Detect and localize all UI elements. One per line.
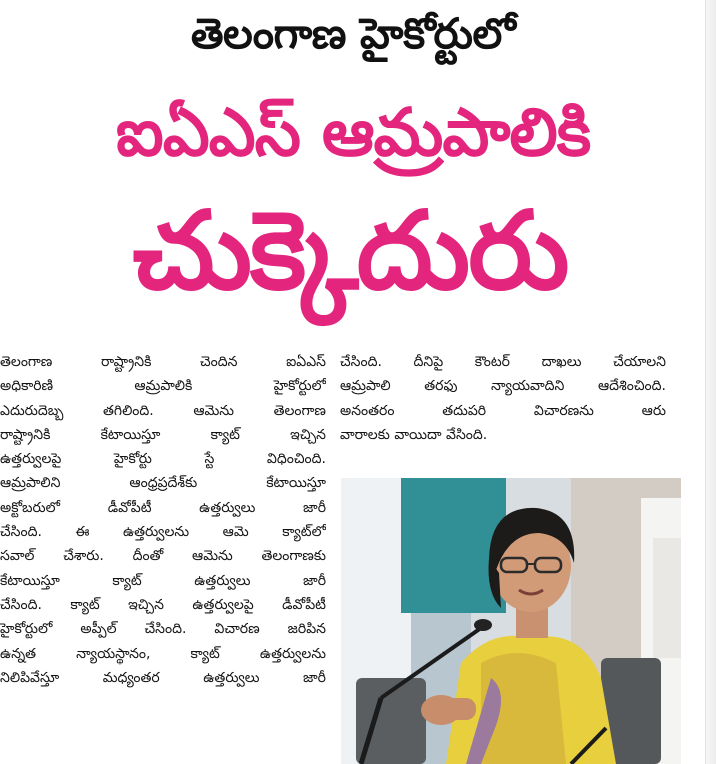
article-line: చేసింది. క్యాట్ ఇచ్చిన ఉత్తర్వులపై డీవోపీటీ: [0, 596, 326, 613]
article-column-left: [0, 350, 326, 764]
headline-kicker: తెలంగాణ హైకోర్టులో: [190, 9, 516, 58]
article-column-right: [340, 350, 666, 468]
article-line: ఉన్నత న్యాయస్థానం, క్యాట్ ఉత్తర్వులను: [0, 645, 326, 662]
article-line: అధికారిణి ఆమ్రపాలికి హైకోర్టులో: [0, 378, 326, 395]
headline-main-line-1: ఐఏఎస్ ఆమ్రపాలికి: [115, 94, 591, 171]
article-line: తెలంగాణ రాష్ట్రానికి చెందిన ఐఏఎస్: [0, 354, 326, 370]
page-edge-divider: [705, 0, 716, 764]
article-line: హైకోర్టులో అప్పీల్ చేసింది. విచారణ జరిపిన: [0, 621, 326, 638]
article-line: రాష్ట్రానికి కేటాయిస్తూ క్యాట్ ఇచ్చిన: [0, 426, 326, 443]
article-line: అక్టోబరులో డీవోపీటీ ఉత్తర్వులు జారీ: [0, 499, 326, 516]
article-line: వారాలకు వాయిదా వేసింది.: [340, 426, 488, 443]
article-line: ఆమ్రపాలి తరఫు న్యాయవాదిని ఆదేశించింది.: [340, 378, 666, 395]
news-photo: [341, 478, 681, 764]
photo-illustration: [341, 478, 681, 764]
article-line: అనంతరం తదుపరి విచారణను ఆరు: [340, 402, 666, 419]
article-line: చేసింది. ఈ ఉత్తర్వులను ఆమె క్యాట్‌లో: [0, 524, 326, 541]
article-line: నిలిపివేస్తూ మధ్యంతర ఉత్తర్వులు జారీ: [0, 669, 326, 686]
article-line: ఉత్తర్వులపై హైకోర్టు స్టే విధించింది.: [0, 451, 326, 468]
article-line: చేసింది. దీనిపై కౌంటర్ దాఖలు చేయాలని: [340, 354, 666, 370]
article-line: ఆమ్రపాలిని ఆంధ్రప్రదేశ్‌కు కేటాయిస్తూ: [0, 475, 326, 492]
article-line: సవాల్ చేశారు. దీంతో ఆమెను తెలంగాణకు: [0, 548, 326, 565]
headline-main-line-2: చుక్కెదురు: [132, 189, 568, 314]
article-line: కేటాయిస్తూ క్యాట్ ఉత్తర్వులు జారీ: [0, 572, 326, 589]
article-line: ఎదురుదెబ్బ తగిలింది. ఆమెను తెలంగాణ: [0, 402, 326, 419]
